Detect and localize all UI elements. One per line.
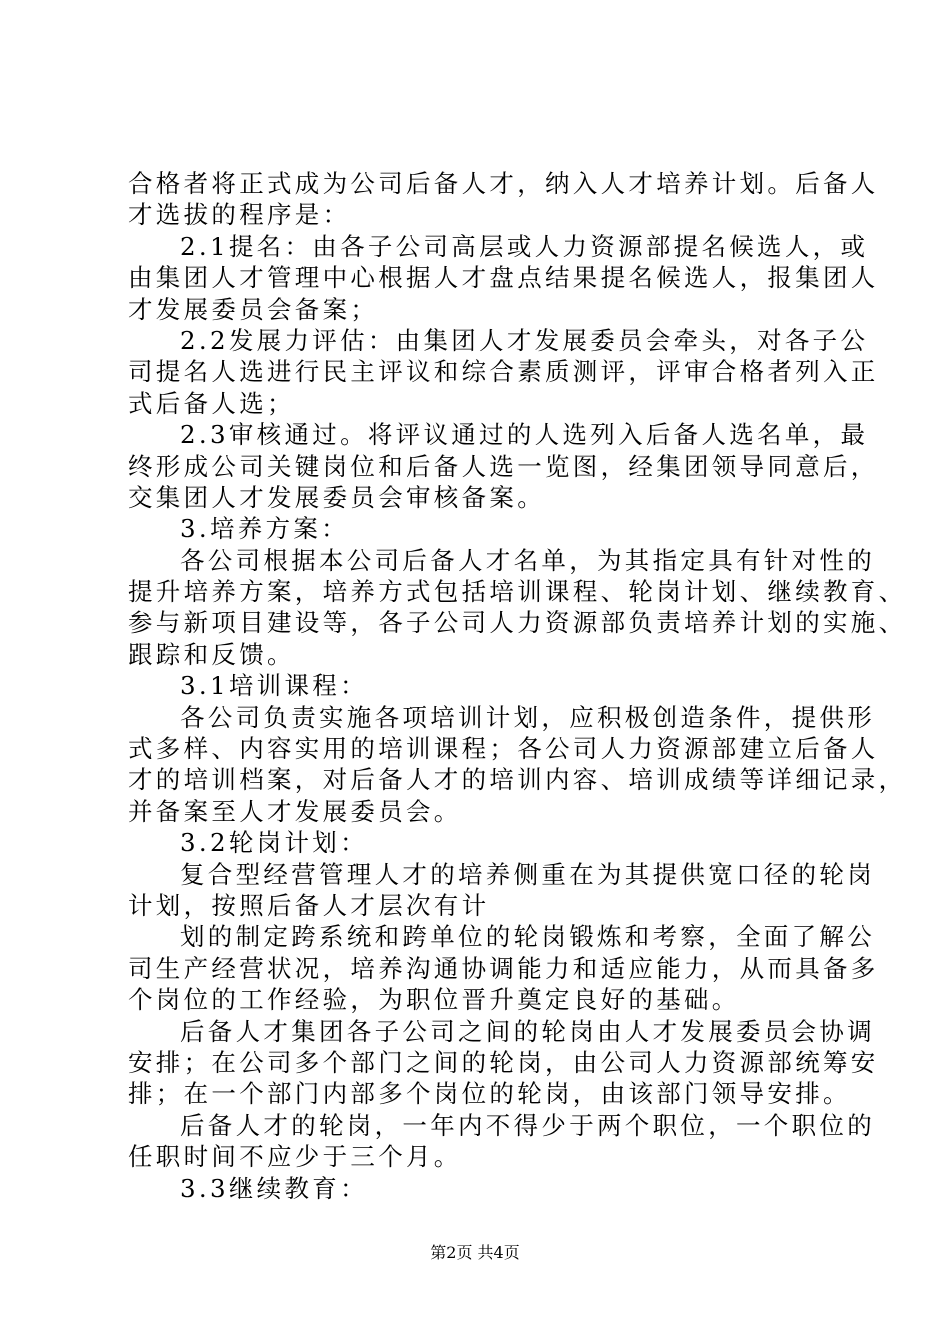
text-line: 式多样、内容实用的培训课程；各公司人力资源部建立后备人 (128, 734, 879, 764)
text-line: 3.培养方案： (180, 514, 349, 544)
text-line: 由集团人才管理中心根据人才盘点结果提名候选人，报集团人 (128, 263, 879, 293)
document-body (128, 168, 907, 1204)
text-line: 司提名人选进行民主评议和综合素质测评，评审合格者列入正 (128, 357, 879, 387)
text-line: 划的制定跨系统和跨单位的轮岗锻炼和考察，全面了解公 (180, 922, 875, 952)
text-line: 各公司根据本公司后备人才名单，为其指定具有针对性的 (180, 545, 875, 575)
text-line: 式后备人选； (128, 388, 295, 418)
text-line: 司生产经营状况，培养沟通协调能力和适应能力，从而具备多 (128, 953, 879, 983)
text-line: 交集团人才发展委员会审核备案。 (128, 482, 545, 512)
text-line: 后备人才的轮岗，一年内不得少于两个职位，一个职位的 (180, 1110, 875, 1140)
text-line: 提升培养方案，培养方式包括培训课程、轮岗计划、继续教育、 (128, 577, 907, 607)
text-line: 合格者将正式成为公司后备人才，纳入人才培养计划。后备人 (128, 169, 879, 198)
text-line: 3.1培训课程： (180, 671, 368, 701)
text-line: 各公司负责实施各项培训计划，应积极创造条件，提供形 (180, 702, 875, 732)
text-line: 2.2发展力评估：由集团人才发展委员会牵头，对各子公 (180, 325, 869, 355)
text-line: 3.3继续教育： (180, 1173, 368, 1203)
text-line: 2.3审核通过。将评议通过的人选列入后备人选名单，最 (180, 420, 869, 450)
text-line: 2.1提名：由各子公司高层或人力资源部提名候选人，或 (180, 231, 869, 261)
text-line: 任职时间不应少于三个月。 (128, 1142, 462, 1172)
text-line: 跟踪和反馈。 (128, 639, 295, 669)
text-line: 安排；在公司多个部门之间的轮岗，由公司人力资源部统筹安 (128, 1047, 879, 1077)
text-line: 个岗位的工作经验，为职位晋升奠定良好的基础。 (128, 985, 740, 1015)
text-line: 后备人才集团各子公司之间的轮岗由人才发展委员会协调 (180, 1016, 875, 1046)
text-line: 计划，按照后备人才层次有计 (128, 890, 490, 920)
text-line: 才的培训档案，对后备人才的培训内容、培训成绩等详细记录， (128, 765, 907, 795)
text-line: 参与新项目建设等，各子公司人力资源部负责培养计划的实施、 (128, 608, 907, 638)
text-line: 排；在一个部门内部多个岗位的轮岗，由该部门领导安排。 (128, 1079, 851, 1109)
text-line: 并备案至人才发展委员会。 (128, 796, 462, 826)
text-line: 终形成公司关键岗位和后备人选一览图，经集团领导同意后， (128, 451, 879, 481)
page-footer: 第2页 共4页 (430, 1243, 520, 1262)
text-line: 复合型经营管理人才的培养侧重在为其提供宽口径的轮岗 (180, 859, 875, 889)
text-line: 才选拔的程序是： (128, 200, 351, 230)
text-line: 才发展委员会备案； (128, 294, 379, 324)
text-line: 3.2轮岗计划： (180, 828, 368, 858)
